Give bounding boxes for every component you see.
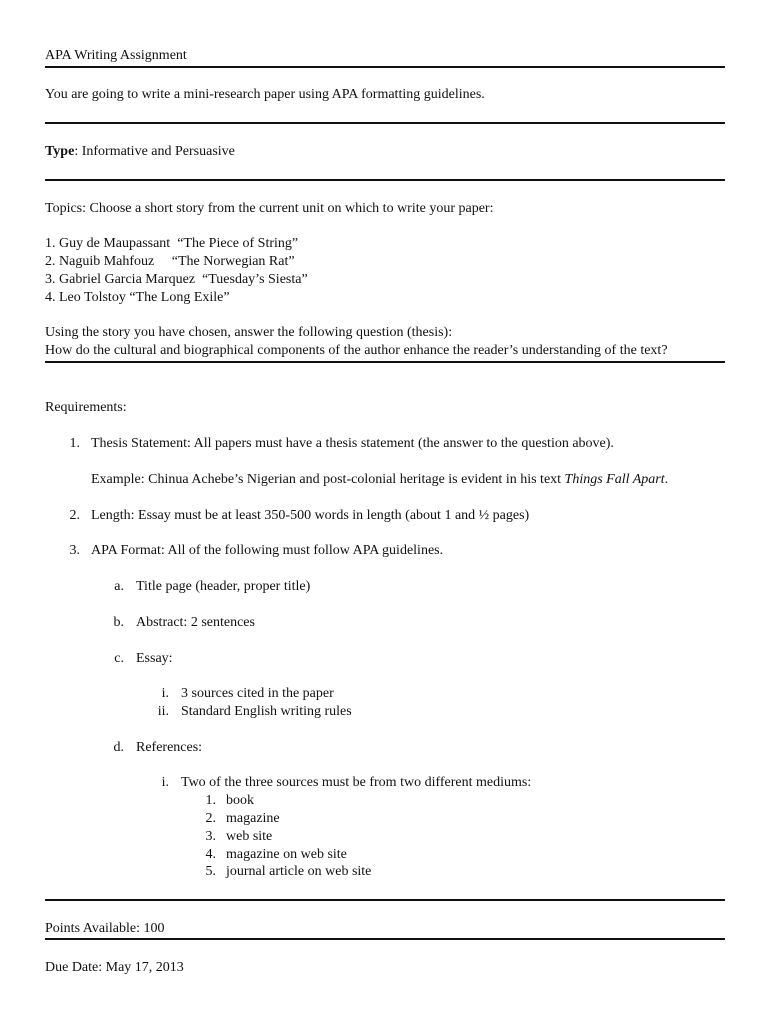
- divider: [45, 66, 725, 68]
- example-book-title: Things Fall Apart: [564, 472, 665, 487]
- medium-item: magazine: [226, 811, 280, 826]
- requirements-heading: Requirements:: [45, 400, 127, 415]
- apa-item-essay: Essay:: [136, 651, 173, 666]
- medium-item: book: [226, 793, 254, 808]
- medium-item: journal article on web site: [226, 864, 372, 879]
- apa-item-letter: d.: [113, 740, 124, 755]
- example-suffix: .: [664, 472, 669, 487]
- medium-number: 1.: [205, 793, 216, 808]
- essay-item-numeral: ii.: [157, 704, 169, 719]
- medium-item: web site: [226, 829, 273, 844]
- references-item: Two of the three sources must be from two different mediums:: [181, 775, 532, 790]
- divider: [45, 899, 725, 901]
- type-value: : Informative and Persuasive: [74, 144, 235, 159]
- divider: [45, 179, 725, 181]
- medium-number: 4.: [205, 847, 216, 862]
- requirement-apa: APA Format: All of the following must follow APA guidelines.: [91, 543, 444, 558]
- essay-item: Standard English writing rules: [181, 704, 352, 719]
- medium-item: magazine on web site: [226, 847, 347, 862]
- type-label: Type: [45, 144, 75, 159]
- requirement-number: 2.: [69, 508, 80, 523]
- apa-item-references: References:: [136, 740, 203, 755]
- requirement-thesis: Thesis Statement: All papers must have a thesis statement (the answer to the question above).: [91, 436, 614, 451]
- thesis-example: [91, 471, 668, 489]
- apa-item-title-page: Title page (header, proper title): [136, 579, 311, 594]
- example-text: Example: Chinua Achebe’s Nigerian and post-colonial heritage is evident in his text: [91, 472, 565, 487]
- divider: [45, 122, 725, 124]
- type-line: [45, 143, 235, 161]
- apa-item-letter: b.: [113, 615, 124, 630]
- apa-item-abstract: Abstract: 2 sentences: [136, 615, 255, 630]
- intro-text: You are going to write a mini-research paper using APA formatting guidelines.: [45, 87, 485, 102]
- requirement-number: 1.: [69, 436, 80, 451]
- thesis-question: How do the cultural and biographical components of the author enhance the reader’s understanding of the text?: [45, 343, 668, 358]
- divider: [45, 938, 725, 940]
- requirement-number: 3.: [69, 543, 80, 558]
- references-item-numeral: i.: [161, 775, 169, 790]
- apa-item-letter: a.: [114, 579, 124, 594]
- topics-heading: Topics: Choose a short story from the current unit on which to write your paper:: [45, 201, 494, 216]
- topic-item: 4. Leo Tolstoy “The Long Exile”: [45, 290, 230, 305]
- essay-item-numeral: i.: [161, 686, 169, 701]
- points-available: Points Available: 100: [45, 921, 165, 936]
- document-title: APA Writing Assignment: [45, 48, 187, 63]
- due-date: Due Date: May 17, 2013: [45, 960, 184, 975]
- thesis-prompt: Using the story you have chosen, answer the following question (thesis):: [45, 325, 453, 340]
- topic-item: 3. Gabriel Garcia Marquez “Tuesday’s Siesta”: [45, 272, 308, 287]
- divider: [45, 361, 725, 363]
- topic-item: 2. Naguib Mahfouz “The Norwegian Rat”: [45, 254, 295, 269]
- medium-number: 2.: [205, 811, 216, 826]
- essay-item: 3 sources cited in the paper: [181, 686, 334, 701]
- apa-item-letter: c.: [114, 651, 124, 666]
- topic-item: 1. Guy de Maupassant “The Piece of String”: [45, 236, 299, 251]
- medium-number: 3.: [205, 829, 216, 844]
- requirement-length: Length: Essay must be at least 350-500 words in length (about 1 and ½ pages): [91, 508, 530, 523]
- medium-number: 5.: [205, 864, 216, 879]
